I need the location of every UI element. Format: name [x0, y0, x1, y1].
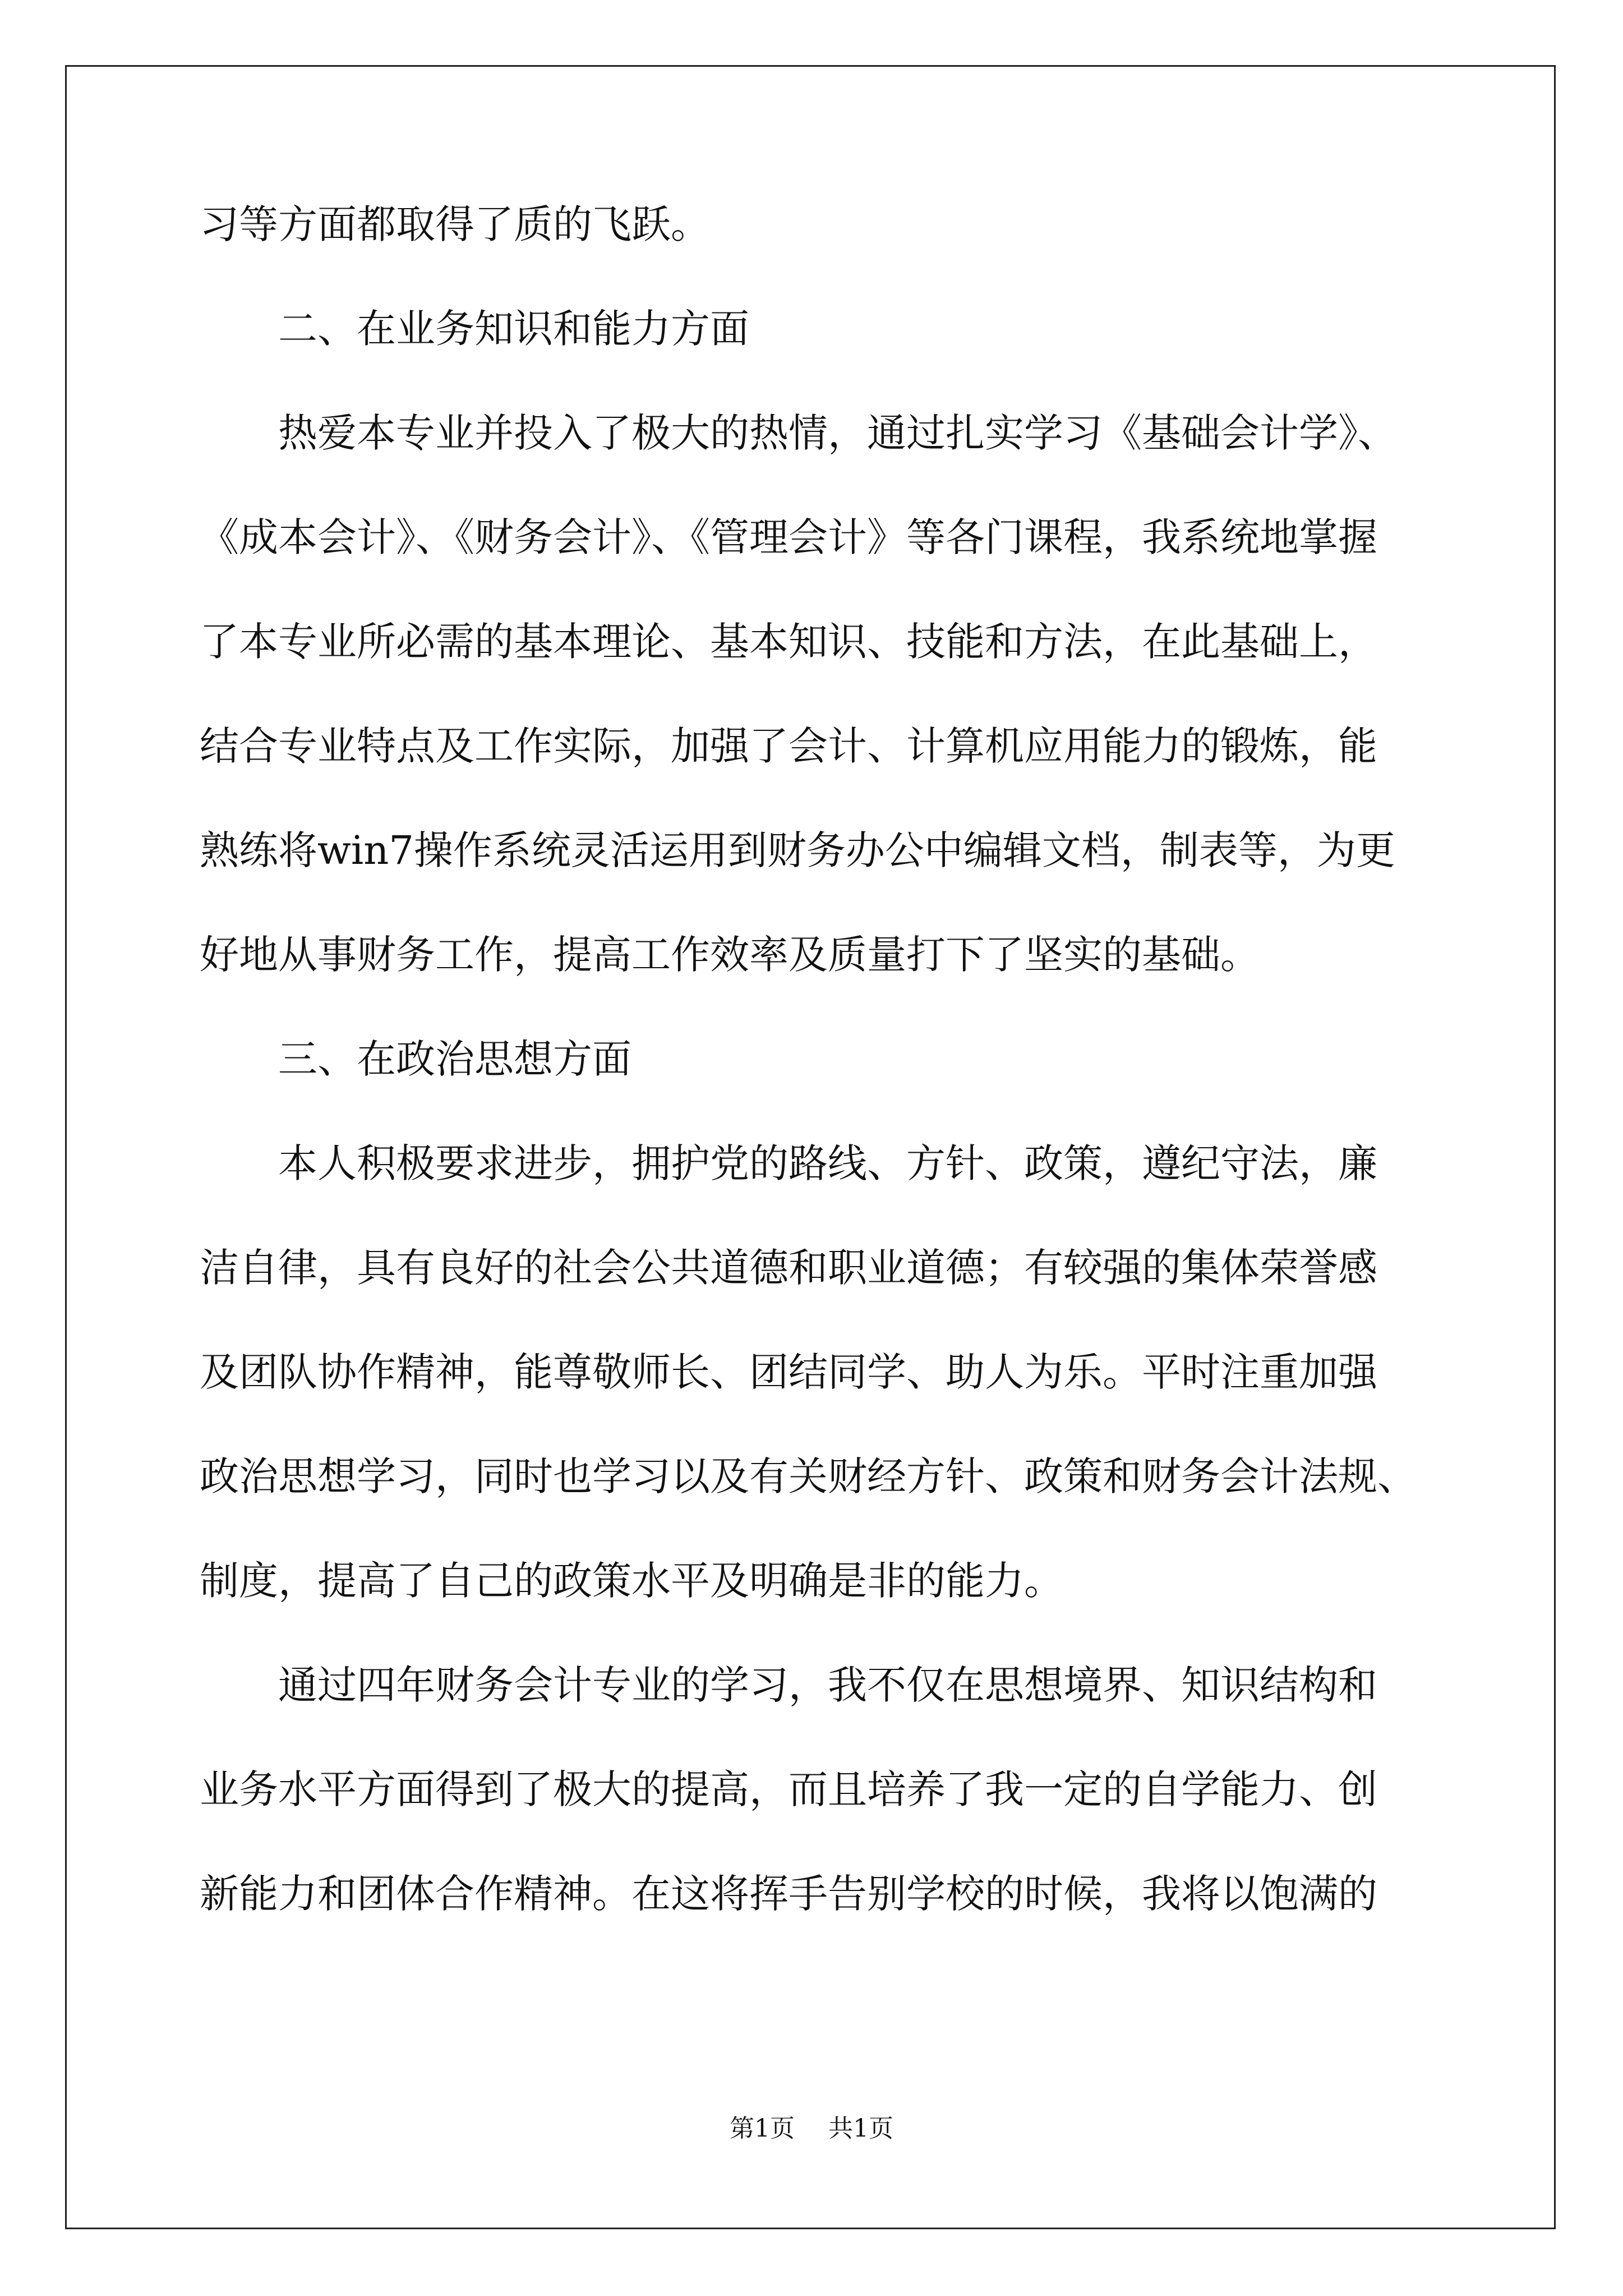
page-number-current: 第1页 — [730, 2114, 795, 2143]
text-line: 熟练将win7操作系统灵活运用到财务办公中编辑文档，制表等，为更 — [200, 827, 1395, 873]
text-line: 了本专业所必需的基本理论、基本知识、技能和方法，在此基础上， — [200, 619, 1377, 665]
text-line: 习等方面都取得了质的飞跃。 — [200, 201, 710, 247]
text-line: 结合专业特点及工作实际，加强了会计、计算机应用能力的锻炼，能 — [200, 723, 1377, 769]
page-footer — [0, 2112, 1623, 2146]
text-line: 二、在业务知识和能力方面 — [200, 306, 749, 352]
text-line: 热爱本专业并投入了极大的热情，通过扎实学习《基础会计学》、 — [200, 410, 1397, 456]
text-line: 《成本会计》、《财务会计》、《管理会计》等各门课程，我系统地掌握 — [200, 514, 1377, 560]
text-line: 及团队协作精神，能尊敬师长、团结同学、助人为乐。平时注重加强 — [200, 1349, 1377, 1395]
text-line: 制度，提高了自己的政策水平及明确是非的能力。 — [200, 1558, 1063, 1604]
text-line: 本人积极要求进步，拥护党的路线、方针、政策，遵纪守法，廉 — [200, 1140, 1377, 1186]
text-line: 好地从事财务工作，提高工作效率及质量打下了坚实的基础。 — [200, 932, 1260, 978]
text-line: 三、在政治思想方面 — [200, 1036, 631, 1082]
text-line: 新能力和团体合作精神。在这将挥手告别学校的时候，我将以饱满的 — [200, 1871, 1377, 1917]
text-line: 洁自律，具有良好的社会公共道德和职业道德；有较强的集体荣誉感 — [200, 1245, 1377, 1291]
text-line: 政治思想学习，同时也学习以及有关财经方针、政策和财务会计法规、 — [200, 1453, 1417, 1499]
text-line: 通过四年财务会计专业的学习，我不仅在思想境界、知识结构和 — [200, 1662, 1377, 1708]
text-line: 业务水平方面得到了极大的提高，而且培养了我一定的自学能力、创 — [200, 1766, 1377, 1812]
page-number-total: 共1页 — [828, 2114, 893, 2143]
